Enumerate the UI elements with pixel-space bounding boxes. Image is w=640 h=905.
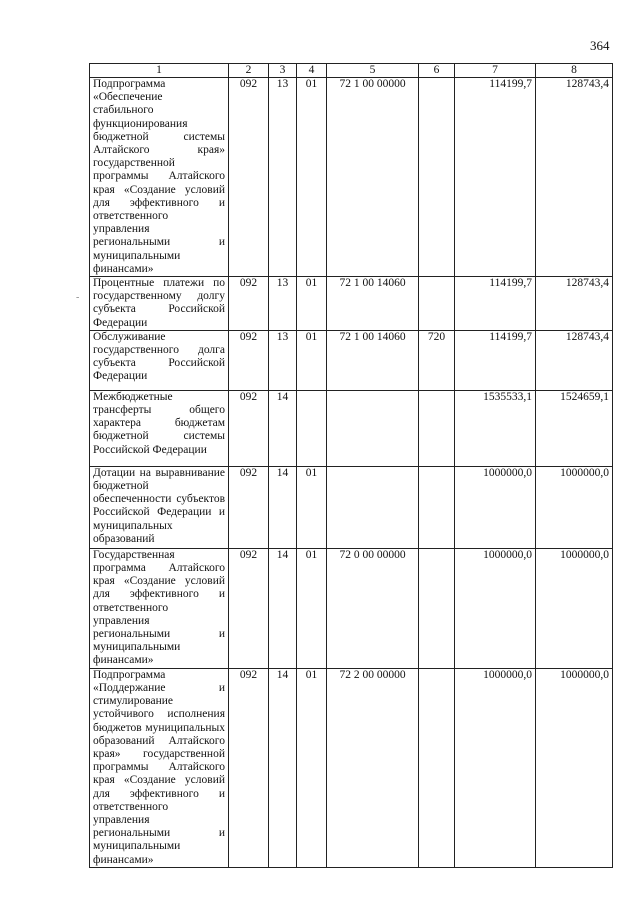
row-name-cell: Подпрограмма «Обеспечение стабильного функционирования бюджетной системы Алтайского края» государственной программы Алтайского края «Создание условий для эффективного и ответственного управления региональными и муниципальными финансами» (90, 78, 229, 277)
header-cell: 4 (297, 64, 327, 78)
table-row (90, 548, 613, 668)
amount-cell-7: 114199,7 (455, 78, 536, 277)
row-name-cell: Государственная программа Алтайского края «Создание условий для эффективного и ответственного управления региональными и муниципальными финансами» (90, 548, 229, 668)
target-article-cell: 72 1 00 14060 (327, 277, 419, 331)
page-number: 364 (590, 38, 610, 53)
amount-cell-8: 1000000,0 (536, 668, 613, 867)
header-cell: 2 (229, 64, 269, 78)
admin-code-cell: 092 (229, 548, 269, 668)
table-row (90, 78, 613, 277)
amount-cell-7: 1000000,0 (455, 548, 536, 668)
target-article-cell: 72 0 00 00000 (327, 548, 419, 668)
section-cell: 13 (269, 330, 297, 390)
expense-type-cell (419, 78, 455, 277)
admin-code-cell: 092 (229, 330, 269, 390)
header-cell: 8 (536, 64, 613, 78)
amount-cell-8: 128743,4 (536, 277, 613, 331)
admin-code-cell: 092 (229, 466, 269, 548)
expense-type-cell (419, 277, 455, 331)
header-cell: 6 (419, 64, 455, 78)
amount-cell-8: 1524659,1 (536, 390, 613, 466)
expense-type-cell (419, 668, 455, 867)
amount-cell-7: 1000000,0 (455, 466, 536, 548)
subsection-cell (297, 390, 327, 466)
expense-type-cell: 720 (419, 330, 455, 390)
scan-mark: - (76, 292, 80, 303)
row-name-cell: Обслуживание государственного долга субъекта Российской Федерации (90, 330, 229, 390)
amount-cell-7: 1000000,0 (455, 668, 536, 867)
budget-table (89, 63, 613, 868)
section-cell: 14 (269, 466, 297, 548)
subsection-cell: 01 (297, 548, 327, 668)
header-cell: 5 (327, 64, 419, 78)
row-name-cell: Межбюджетные трансферты общего характера бюджетам бюджетной системы Российской Федерации (90, 390, 229, 466)
row-name-cell: Подпрограмма «Поддержание и стимулирование устойчивого исполнения бюджетов муниципальных образований Алтайского края» государственной программы Алтайского края «Создание условий для эффективного и ответственного управления региональными и муниципальными финансами» (90, 668, 229, 867)
amount-cell-8: 1000000,0 (536, 548, 613, 668)
row-name-cell: Процентные платежи по государственному долгу субъекта Российской Федерации (90, 277, 229, 331)
amount-cell-7: 1535533,1 (455, 390, 536, 466)
amount-cell-8: 1000000,0 (536, 466, 613, 548)
target-article-cell (327, 390, 419, 466)
target-article-cell: 72 1 00 00000 (327, 78, 419, 277)
subsection-cell: 01 (297, 330, 327, 390)
header-cell: 1 (90, 64, 229, 78)
header-cell: 3 (269, 64, 297, 78)
subsection-cell: 01 (297, 466, 327, 548)
target-article-cell: 72 2 00 00000 (327, 668, 419, 867)
admin-code-cell: 092 (229, 78, 269, 277)
section-cell: 13 (269, 78, 297, 277)
amount-cell-7: 114199,7 (455, 277, 536, 331)
header-row (90, 64, 613, 78)
table-row (90, 668, 613, 867)
section-cell: 13 (269, 277, 297, 331)
expense-type-cell (419, 390, 455, 466)
table-row (90, 390, 613, 466)
admin-code-cell: 092 (229, 668, 269, 867)
subsection-cell: 01 (297, 668, 327, 867)
amount-cell-8: 128743,4 (536, 78, 613, 277)
admin-code-cell: 092 (229, 390, 269, 466)
target-article-cell (327, 466, 419, 548)
target-article-cell: 72 1 00 14060 (327, 330, 419, 390)
table-row (90, 277, 613, 331)
row-name-cell: Дотации на выравнивание бюджетной обеспеченности субъектов Российской Федерации и муниципальных образований (90, 466, 229, 548)
subsection-cell: 01 (297, 78, 327, 277)
table-row (90, 330, 613, 390)
expense-type-cell (419, 548, 455, 668)
amount-cell-8: 128743,4 (536, 330, 613, 390)
expense-type-cell (419, 466, 455, 548)
section-cell: 14 (269, 668, 297, 867)
header-cell: 7 (455, 64, 536, 78)
table-row (90, 466, 613, 548)
section-cell: 14 (269, 390, 297, 466)
admin-code-cell: 092 (229, 277, 269, 331)
amount-cell-7: 114199,7 (455, 330, 536, 390)
subsection-cell: 01 (297, 277, 327, 331)
section-cell: 14 (269, 548, 297, 668)
